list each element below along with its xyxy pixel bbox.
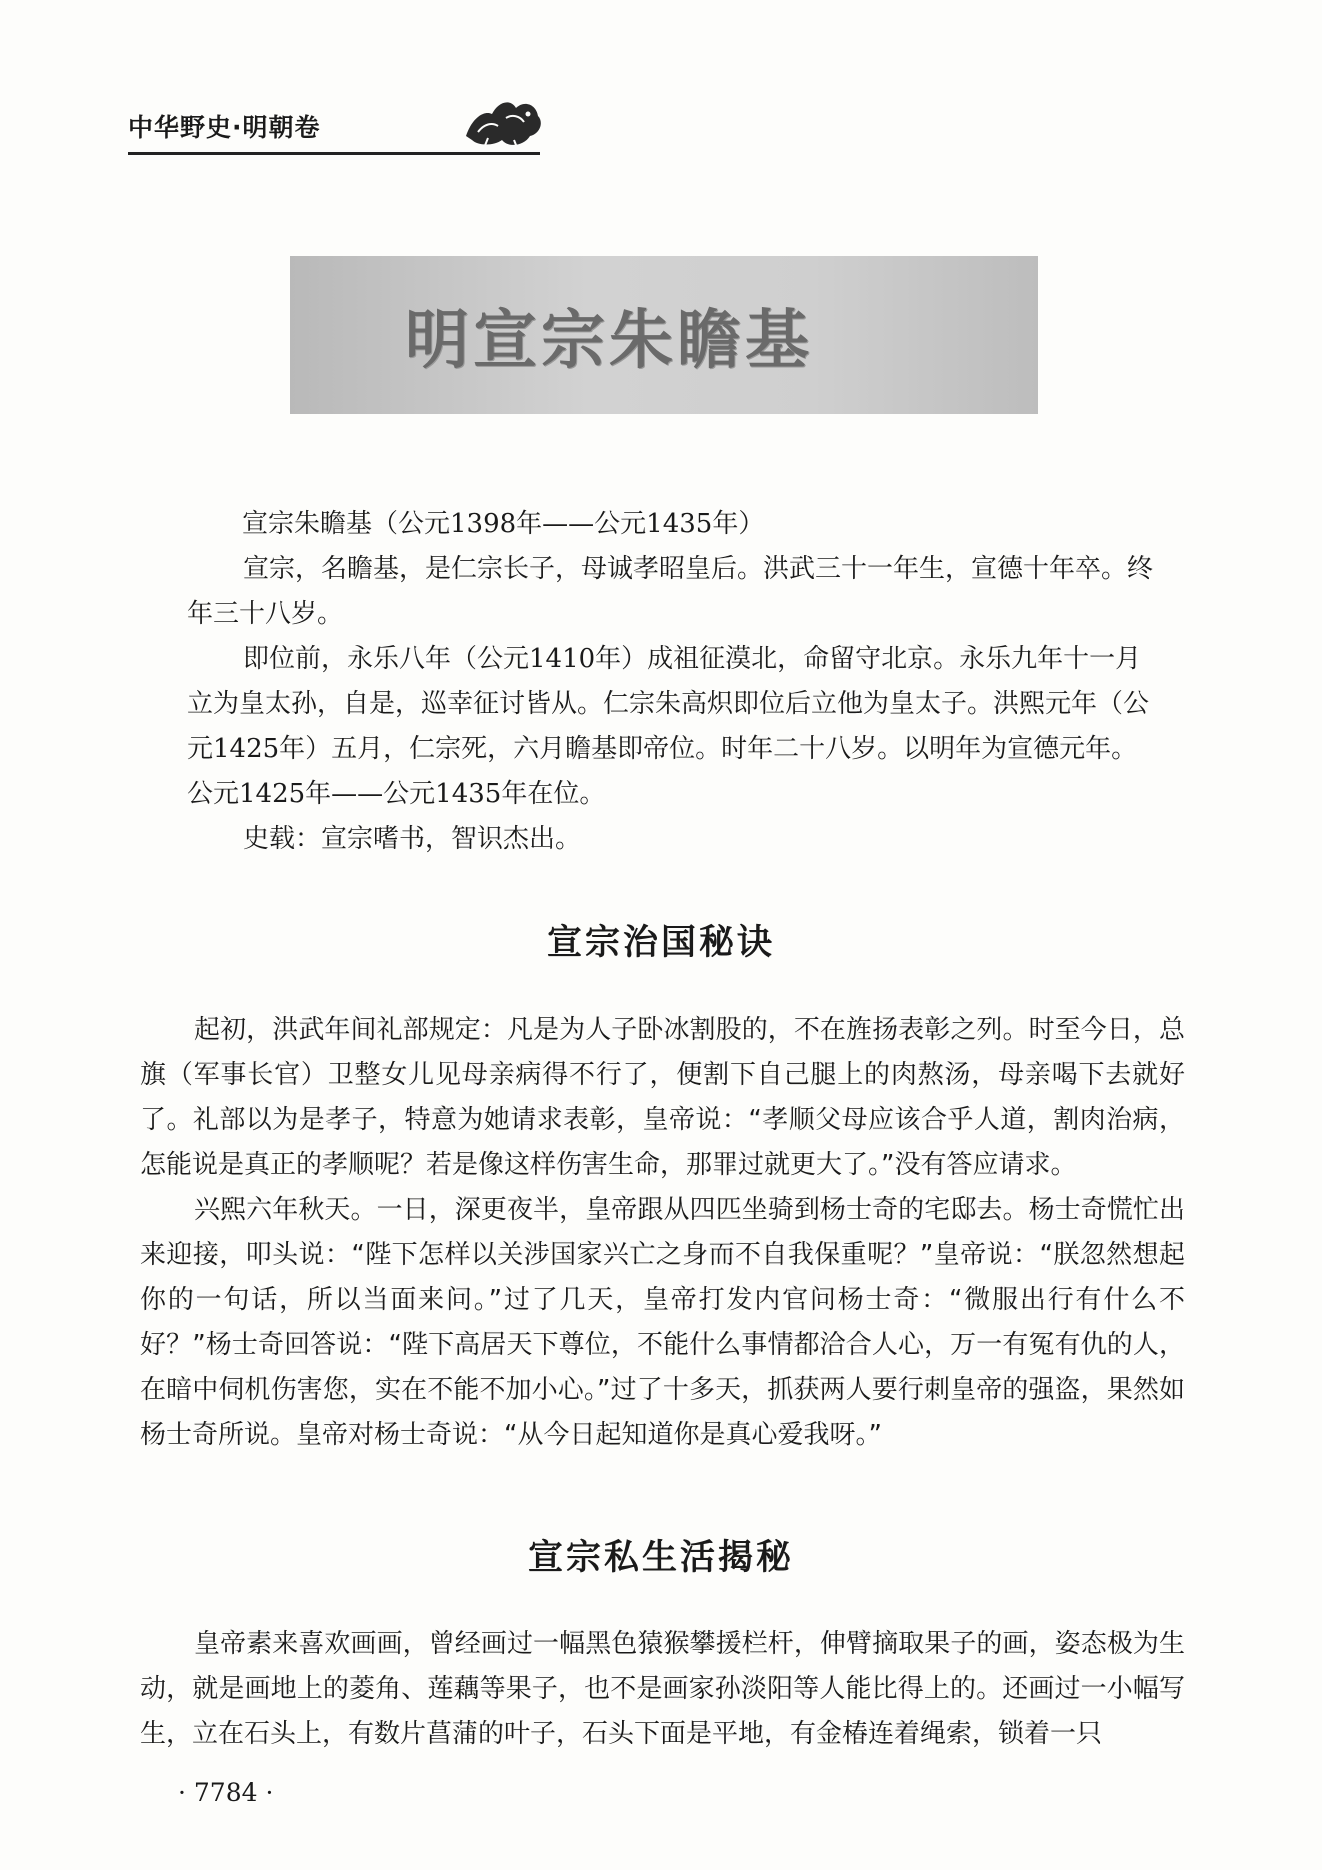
header-rule — [128, 152, 540, 155]
chapter-title-banner — [290, 256, 1038, 414]
section-heading: 宣宗私生活揭秘 — [527, 1538, 794, 1578]
section-body — [140, 1622, 1185, 1757]
dragon-ornament-icon — [458, 88, 548, 154]
section-heading: 宣宗治国秘诀 — [546, 923, 775, 963]
intro-paragraph: 宣宗，名瞻基，是仁宗长子，母诚孝昭皇后。洪武三十一年生，宣德十年卒。终年三十八岁。 — [187, 554, 1154, 629]
chapter-title: 明宣宗朱瞻基 — [405, 303, 813, 378]
intro-paragraph: 史载：宣宗嗜书，智识杰出。 — [243, 824, 582, 854]
running-title: 中华野史·明朝卷 — [128, 113, 321, 142]
intro-paragraph: 即位前，永乐八年（公元1410年）成祖征漠北，命留守北京。永乐九年十一月立为皇太孙，自是，巡幸征讨皆从。仁宗朱高炽即位后立他为皇太子。洪熙元年（公元1425年）五月，仁宗死，六月瞻基即帝位。时年二十八岁。以明年为宣德元年。公元1425年——公元1435年在位。 — [187, 644, 1150, 809]
body-paragraph: 皇帝素来喜欢画画，曾经画过一幅黑色猿猴攀援栏杆，伸臂摘取果子的画，姿态极为生动，就是画地上的菱角、莲藕等果子，也不是画家孙淡阳等人能比得上的。还画过一小幅写生，立在石头上，有数片菖蒲的叶子，石头下面是平地，有金椿连着绳索，锁着一只 — [140, 1629, 1185, 1749]
intro-block — [187, 502, 1162, 862]
page-number: · 7784 · — [178, 1778, 274, 1807]
body-paragraph: 起初，洪武年间礼部规定：凡是为人子卧冰割股的，不在旌扬表彰之列。时至今日，总旗（军事长官）卫整女儿见母亲病得不行了，便割下自己腿上的肉熬汤，母亲喝下去就好了。礼部以为是孝子，特意为她请求表彰，皇帝说：“孝顺父母应该合乎人道，割肉治病，怎能说是真正的孝顺呢？若是像这样伤害生命，那罪过就更大了。”没有答应请求。 — [140, 1015, 1185, 1180]
body-paragraph: 兴熙六年秋天。一日，深更夜半，皇帝跟从四匹坐骑到杨士奇的宅邸去。杨士奇慌忙出来迎接，叩头说：“陛下怎样以关涉国家兴亡之身而不自我保重呢？”皇帝说：“朕忽然想起你的一句话，所以当面来问。”过了几天，皇帝打发内官问杨士奇：“微服出行有什么不好？”杨士奇回答说：“陛下高居天下尊位，不能什么事情都洽合人心，万一有冤有仇的人，在暗中伺机伤害您，实在不能不加小心。”过了十多天，抓获两人要行刺皇帝的强盗，果然如杨士奇所说。皇帝对杨士奇说：“从今日起知道你是真心爱我呀。” — [140, 1195, 1185, 1450]
section-body — [140, 1008, 1185, 1458]
intro-dates: 宣宗朱瞻基（公元1398年——公元1435年） — [242, 509, 765, 539]
